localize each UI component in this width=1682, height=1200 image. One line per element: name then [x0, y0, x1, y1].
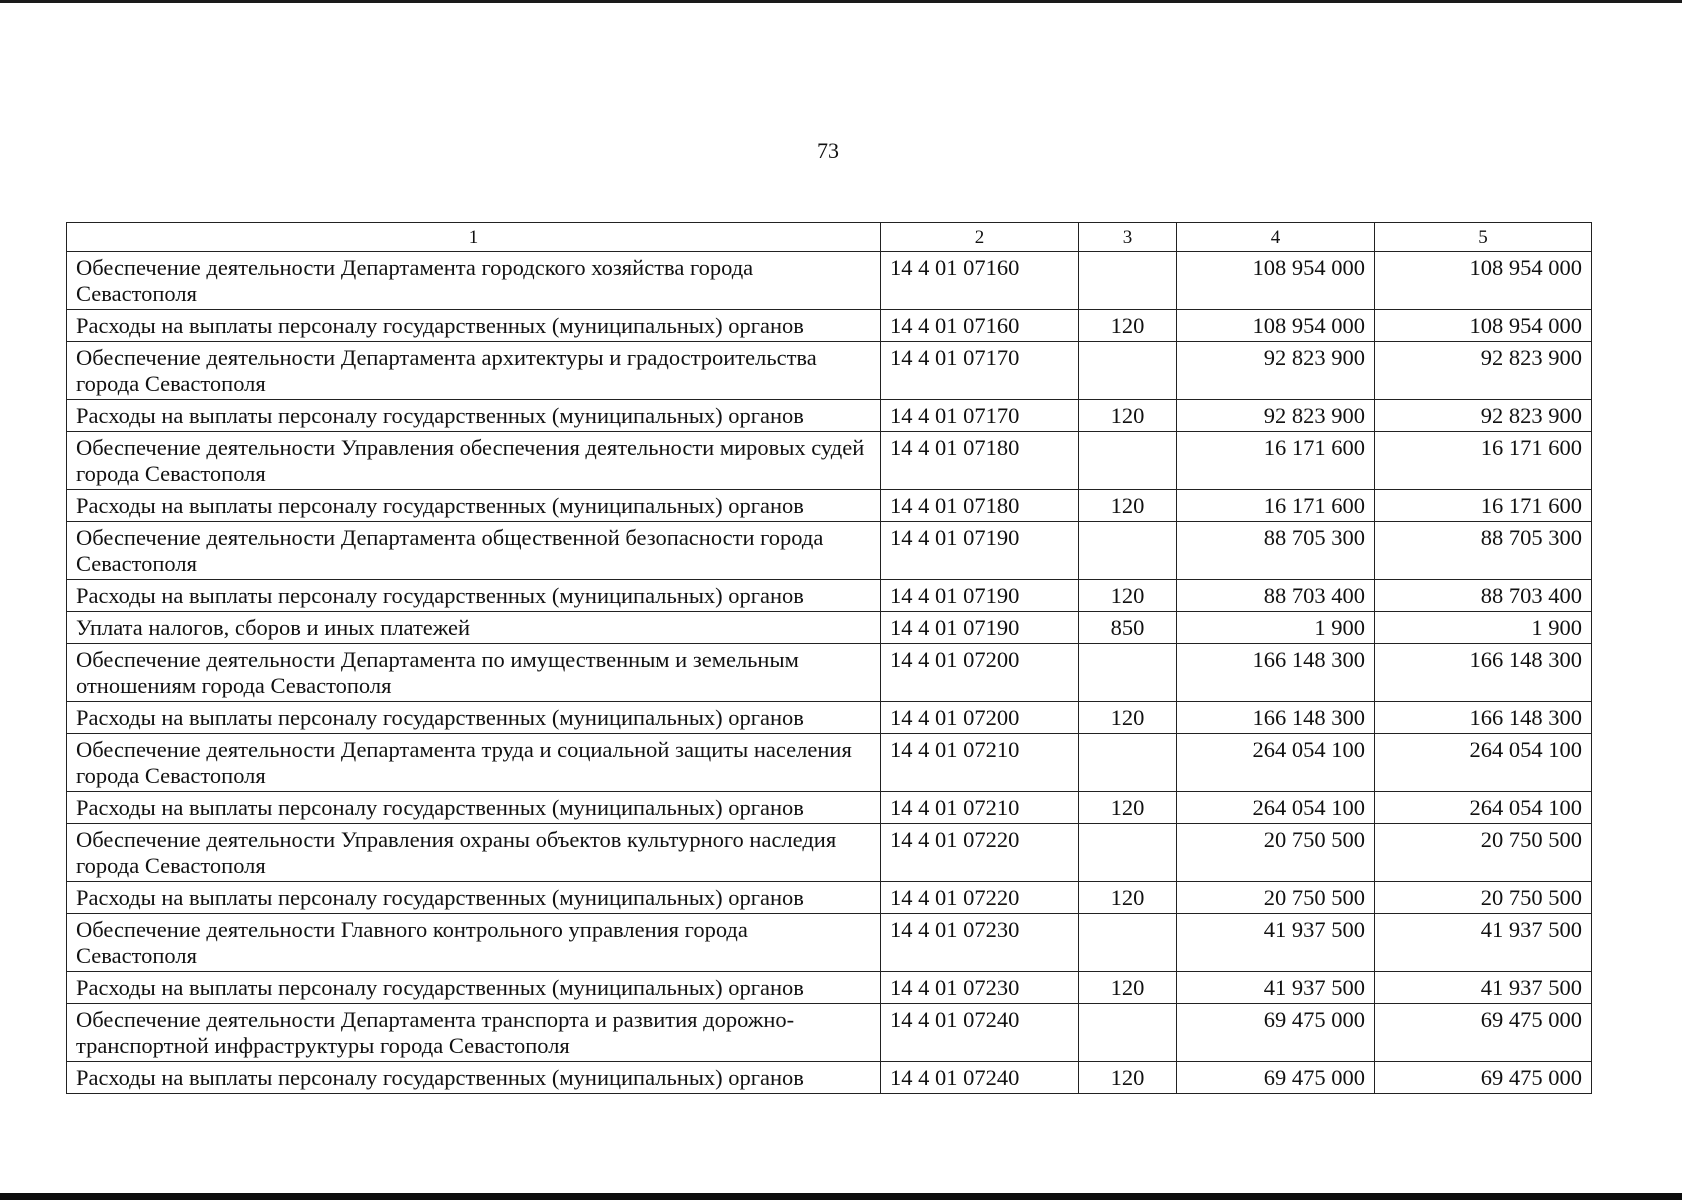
row-name-cell: Расходы на выплаты персоналу государственных (муниципальных) органов [67, 490, 881, 522]
table-row [67, 882, 1592, 914]
row-code-cell: 14 4 01 07160 [881, 310, 1079, 342]
row-code-cell: 14 4 01 07230 [881, 914, 1079, 972]
row-expense-type-cell: 120 [1079, 792, 1177, 824]
row-amount-col4-cell: 108 954 000 [1177, 252, 1375, 310]
row-name-cell: Расходы на выплаты персоналу государственных (муниципальных) органов [67, 792, 881, 824]
row-amount-col4-cell: 166 148 300 [1177, 702, 1375, 734]
table-body [67, 252, 1592, 1094]
row-amount-col5-cell: 264 054 100 [1375, 734, 1592, 792]
header-col-1: 1 [67, 223, 881, 252]
row-expense-type-cell [1079, 432, 1177, 490]
table-row [67, 522, 1592, 580]
row-name-cell: Обеспечение деятельности Департамента общественной безопасности города Севастополя [67, 522, 881, 580]
row-code-cell: 14 4 01 07190 [881, 580, 1079, 612]
row-code-cell: 14 4 01 07210 [881, 734, 1079, 792]
table-row [67, 342, 1592, 400]
row-expense-type-cell [1079, 1004, 1177, 1062]
row-code-cell: 14 4 01 07180 [881, 490, 1079, 522]
row-amount-col5-cell: 41 937 500 [1375, 914, 1592, 972]
row-name-cell: Расходы на выплаты персоналу государственных (муниципальных) органов [67, 400, 881, 432]
row-expense-type-cell [1079, 734, 1177, 792]
row-code-cell: 14 4 01 07160 [881, 252, 1079, 310]
row-amount-col4-cell: 20 750 500 [1177, 824, 1375, 882]
row-name-cell: Обеспечение деятельности Департамента городского хозяйства города Севастополя [67, 252, 881, 310]
row-amount-col4-cell: 92 823 900 [1177, 400, 1375, 432]
row-name-cell: Обеспечение деятельности Управления обеспечения деятельности мировых судей города Севастополя [67, 432, 881, 490]
row-code-cell: 14 4 01 07240 [881, 1062, 1079, 1094]
table-row [67, 612, 1592, 644]
row-name-cell: Обеспечение деятельности Департамента транспорта и развития дорожно-транспортной инфраструктуры города Севастополя [67, 1004, 881, 1062]
row-code-cell: 14 4 01 07240 [881, 1004, 1079, 1062]
row-expense-type-cell [1079, 252, 1177, 310]
row-name-cell: Обеспечение деятельности Департамента труда и социальной защиты населения города Севастополя [67, 734, 881, 792]
row-amount-col4-cell: 88 705 300 [1177, 522, 1375, 580]
row-amount-col5-cell: 1 900 [1375, 612, 1592, 644]
page-number: 73 [817, 138, 839, 163]
row-amount-col5-cell: 16 171 600 [1375, 432, 1592, 490]
row-amount-col4-cell: 69 475 000 [1177, 1062, 1375, 1094]
table-header [67, 223, 1592, 252]
table-row [67, 580, 1592, 612]
table-row [67, 432, 1592, 490]
table-row [67, 310, 1592, 342]
row-expense-type-cell [1079, 644, 1177, 702]
row-amount-col4-cell: 264 054 100 [1177, 734, 1375, 792]
row-name-cell: Обеспечение деятельности Главного контрольного управления города Севастополя [67, 914, 881, 972]
row-amount-col4-cell: 92 823 900 [1177, 342, 1375, 400]
row-expense-type-cell: 120 [1079, 580, 1177, 612]
table-row [67, 1004, 1592, 1062]
row-amount-col5-cell: 166 148 300 [1375, 644, 1592, 702]
table-row [67, 490, 1592, 522]
header-col-5: 5 [1375, 223, 1592, 252]
budget-table [66, 222, 1592, 1094]
row-expense-type-cell: 120 [1079, 490, 1177, 522]
row-amount-col5-cell: 88 703 400 [1375, 580, 1592, 612]
row-expense-type-cell: 120 [1079, 702, 1177, 734]
row-name-cell: Расходы на выплаты персоналу государственных (муниципальных) органов [67, 702, 881, 734]
row-expense-type-cell [1079, 522, 1177, 580]
row-code-cell: 14 4 01 07190 [881, 612, 1079, 644]
row-amount-col4-cell: 166 148 300 [1177, 644, 1375, 702]
row-amount-col4-cell: 16 171 600 [1177, 432, 1375, 490]
row-code-cell: 14 4 01 07180 [881, 432, 1079, 490]
row-name-cell: Обеспечение деятельности Управления охраны объектов культурного наследия города Севастополя [67, 824, 881, 882]
row-amount-col4-cell: 20 750 500 [1177, 882, 1375, 914]
row-name-cell: Расходы на выплаты персоналу государственных (муниципальных) органов [67, 310, 881, 342]
bottom-border-rule [0, 1193, 1682, 1200]
row-expense-type-cell [1079, 914, 1177, 972]
row-amount-col5-cell: 108 954 000 [1375, 252, 1592, 310]
header-col-2: 2 [881, 223, 1079, 252]
row-expense-type-cell [1079, 342, 1177, 400]
row-code-cell: 14 4 01 07200 [881, 644, 1079, 702]
table-row [67, 914, 1592, 972]
row-code-cell: 14 4 01 07190 [881, 522, 1079, 580]
row-code-cell: 14 4 01 07220 [881, 882, 1079, 914]
row-amount-col4-cell: 16 171 600 [1177, 490, 1375, 522]
row-name-cell: Обеспечение деятельности Департамента архитектуры и градостроительства города Севастополя [67, 342, 881, 400]
table-row [67, 734, 1592, 792]
row-amount-col5-cell: 16 171 600 [1375, 490, 1592, 522]
row-amount-col5-cell: 20 750 500 [1375, 882, 1592, 914]
header-col-3: 3 [1079, 223, 1177, 252]
row-amount-col4-cell: 108 954 000 [1177, 310, 1375, 342]
row-amount-col5-cell: 166 148 300 [1375, 702, 1592, 734]
row-code-cell: 14 4 01 07220 [881, 824, 1079, 882]
row-name-cell: Обеспечение деятельности Департамента по имущественным и земельным отношениям города Севастополя [67, 644, 881, 702]
table-row [67, 644, 1592, 702]
table-row [67, 792, 1592, 824]
row-amount-col5-cell: 88 705 300 [1375, 522, 1592, 580]
row-expense-type-cell: 120 [1079, 972, 1177, 1004]
row-amount-col5-cell: 92 823 900 [1375, 400, 1592, 432]
header-col-4: 4 [1177, 223, 1375, 252]
row-amount-col5-cell: 108 954 000 [1375, 310, 1592, 342]
table-row [67, 1062, 1592, 1094]
row-amount-col5-cell: 264 054 100 [1375, 792, 1592, 824]
row-name-cell: Уплата налогов, сборов и иных платежей [67, 612, 881, 644]
table-row [67, 252, 1592, 310]
row-code-cell: 14 4 01 07230 [881, 972, 1079, 1004]
row-amount-col4-cell: 1 900 [1177, 612, 1375, 644]
row-code-cell: 14 4 01 07210 [881, 792, 1079, 824]
row-expense-type-cell: 120 [1079, 882, 1177, 914]
row-name-cell: Расходы на выплаты персоналу государственных (муниципальных) органов [67, 1062, 881, 1094]
row-expense-type-cell: 850 [1079, 612, 1177, 644]
table-row [67, 824, 1592, 882]
row-amount-col5-cell: 69 475 000 [1375, 1062, 1592, 1094]
row-name-cell: Расходы на выплаты персоналу государственных (муниципальных) органов [67, 972, 881, 1004]
top-border-rule [0, 0, 1682, 3]
row-expense-type-cell [1079, 824, 1177, 882]
row-amount-col4-cell: 264 054 100 [1177, 792, 1375, 824]
row-code-cell: 14 4 01 07200 [881, 702, 1079, 734]
row-amount-col4-cell: 41 937 500 [1177, 972, 1375, 1004]
table-row [67, 400, 1592, 432]
row-name-cell: Расходы на выплаты персоналу государственных (муниципальных) органов [67, 882, 881, 914]
row-name-cell: Расходы на выплаты персоналу государственных (муниципальных) органов [67, 580, 881, 612]
row-code-cell: 14 4 01 07170 [881, 342, 1079, 400]
row-expense-type-cell: 120 [1079, 310, 1177, 342]
row-amount-col4-cell: 88 703 400 [1177, 580, 1375, 612]
row-expense-type-cell: 120 [1079, 400, 1177, 432]
row-code-cell: 14 4 01 07170 [881, 400, 1079, 432]
header-row [67, 223, 1592, 252]
row-amount-col5-cell: 69 475 000 [1375, 1004, 1592, 1062]
table-row [67, 702, 1592, 734]
row-amount-col4-cell: 69 475 000 [1177, 1004, 1375, 1062]
table-row [67, 972, 1592, 1004]
row-amount-col4-cell: 41 937 500 [1177, 914, 1375, 972]
row-amount-col5-cell: 20 750 500 [1375, 824, 1592, 882]
row-amount-col5-cell: 92 823 900 [1375, 342, 1592, 400]
row-amount-col5-cell: 41 937 500 [1375, 972, 1592, 1004]
row-expense-type-cell: 120 [1079, 1062, 1177, 1094]
